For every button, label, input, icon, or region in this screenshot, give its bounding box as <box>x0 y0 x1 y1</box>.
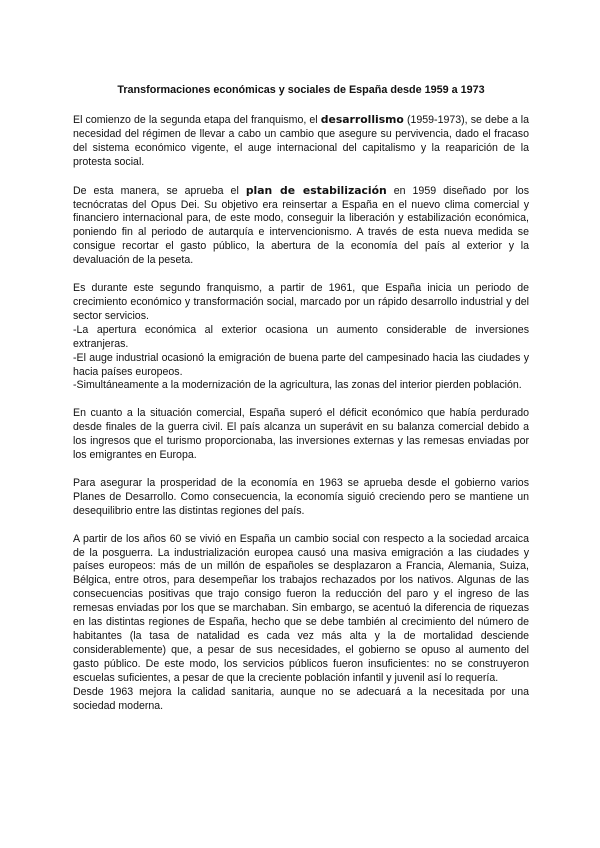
paragraph-plan-estabilizacion <box>73 184 529 268</box>
paragraph-2-text-b: en 1959 diseñado por los tecnócratas del Opus Dei. Su objetivo era reinsertar a España en el nuevo clima comercial y financiero internacional para, de este modo, conseguir la liberación y estabilización económica, poniendo fin al periodo de autarquía e intervencionismo. A través de esta nueva medida se consigue recortar el gasto público, la abertura de la economía del país al exterior y la devaluación de la peseta. <box>73 184 529 267</box>
paragraph-3-intro: Es durante este segundo franquismo, a partir de 1961, que España inicia un periodo de crecimiento económico y transformación social, marcado por un rápido desarrollo industrial y del sector servicios. <box>73 282 529 322</box>
paragraph-1-text-a: El comienzo de la segunda etapa del franquismo, el <box>73 114 321 126</box>
paragraph-2-text-a: De esta manera, se aprueba el <box>73 184 246 197</box>
paragraph-1-text-b: (1959-1973), se debe a la necesidad del régimen de llevar a cabo un cambio que asegure su pervivencia, dado el fracaso del sistema económico vigente, el auge internacional del capitalismo y la reaparición de la protesta social. <box>73 114 529 168</box>
list-item: -La apertura económica al exterior ocasiona un aumento considerable de inversiones extranjeras. <box>73 323 529 350</box>
list-item: -El auge industrial ocasionó la emigración de buena parte del campesinado hacia las ciudades y hacia países europeos. <box>73 351 529 378</box>
paragraph-desarrollismo <box>73 113 529 170</box>
paragraph-crecimiento <box>73 282 529 393</box>
list-item: -Simultáneamente a la modernización de la agricultura, las zonas del interior pierden población. <box>73 379 522 392</box>
paragraph-comercial: En cuanto a la situación comercial, España superó el déficit económico que había perdurado desde finales de la guerra civil. El país alcanza un superávit en su balanza comercial debido a los ingresos que el turismo proporcionaba, las inversiones externas y las remesas enviadas por los emigrantes en Europa. <box>73 407 529 462</box>
paragraph-cambio-social: A partir de los años 60 se vivió en España un cambio social con respecto a la sociedad arcaica de la posguerra. La industrialización europea causó una masiva emigración a las ciudades y países europeos: más de un millón de españoles se desplazaron a Francia, Alemania, Suiza, Bélgica, entre otros, para desempeñar los trabajos rechazados por los nativos. Algunas de las consecuencias positivas que trajo consigo fueron la reducción del paro y el ingreso de las remesas enviadas por los que se marchaban. Sin embargo, se acentuó la diferencia de riquezas en las distintas regiones de España, hecho que se debe también al crecimiento del número de habitantes (la tasa de natalidad es cada vez más alta y la de mortalidad desciende considerablemente) que, a pesar de sus necesidades, el gobierno se opuso al aumento del gasto público. De este modo, los servicios públicos fueron insuficientes: no se construyeron escuelas suficientes, a pesar de que la creciente población infantil y juvenil así lo requería. <box>73 532 529 684</box>
term-plan-estabilizacion: plan de estabilización <box>245 183 387 197</box>
document-title: Transformaciones económicas y sociales de España desde 1959 a 1973 <box>117 84 485 96</box>
paragraph-sanidad: Desde 1963 mejora la calidad sanitaria, aunque no se adecuará a la necesitada por una sociedad moderna. <box>73 685 529 712</box>
document-body <box>73 83 529 727</box>
paragraph-planes-desarrollo: Para asegurar la prosperidad de la economía en 1963 se aprueba desde el gobierno varios Planes de Desarrollo. Como consecuencia, la economía siguió creciendo pero se mantiene un desequilibrio entre las distintas regiones del país. <box>73 476 529 517</box>
term-desarrollismo: desarrollismo <box>320 113 404 126</box>
